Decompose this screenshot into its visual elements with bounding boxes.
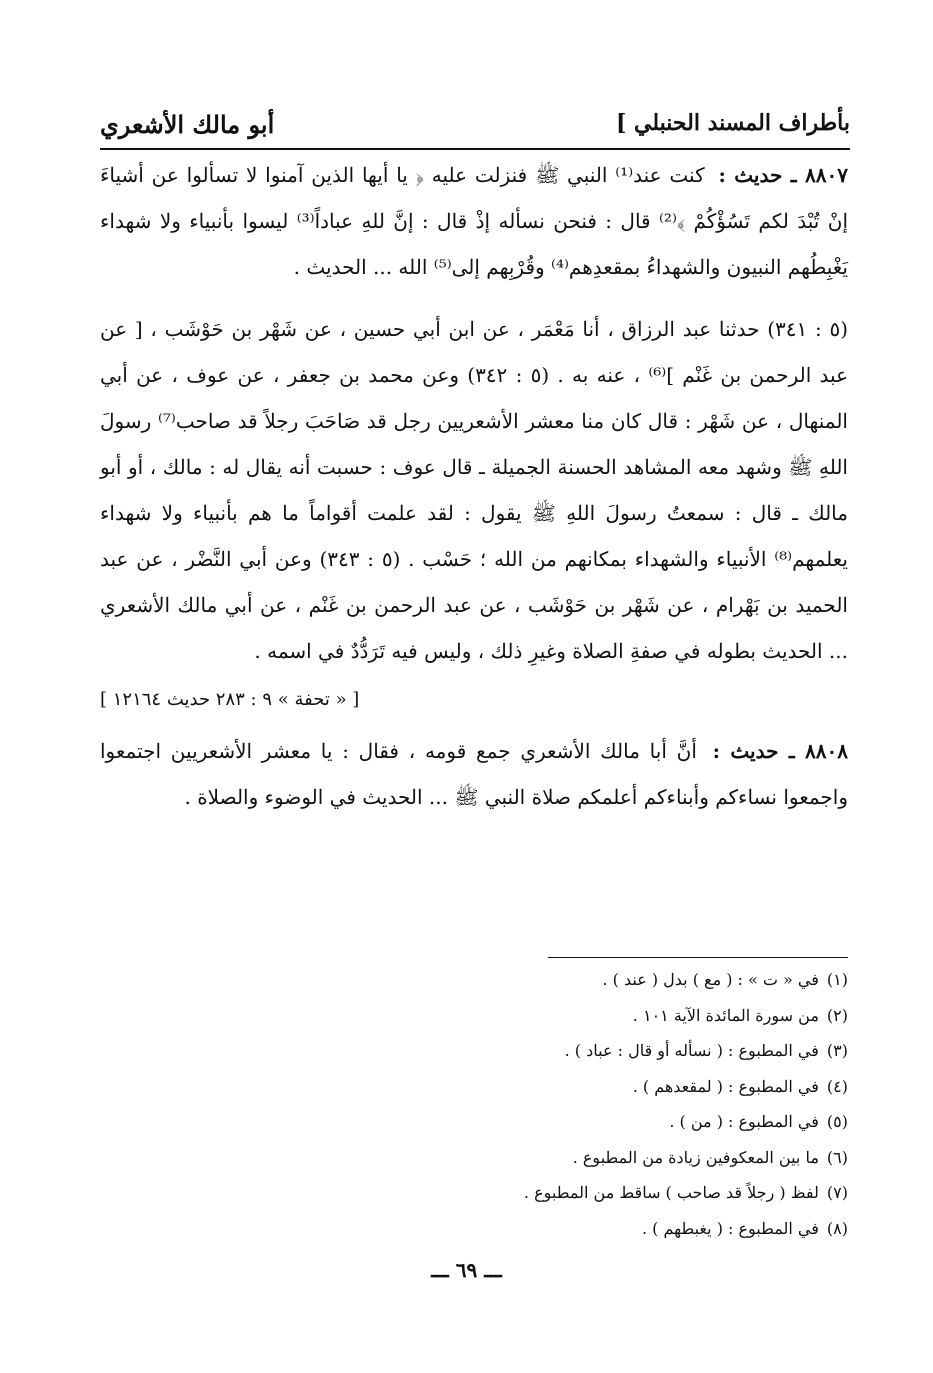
hadith-8808 (100, 728, 848, 820)
footnote (100, 1069, 848, 1105)
isnad-paragraph (100, 306, 848, 674)
footnote-number: (٥) (826, 1112, 848, 1131)
footnote-number: (٧) (826, 1183, 848, 1202)
chapter-title: أبو مالك الأشعري (100, 110, 275, 139)
footnote-text: في المطبوع : ( نسأله أو قال : عباد ) . (564, 1041, 819, 1060)
tuhfa-reference: [ « تحفة » ٩ : ٢٨٣ حديث ١٢١٦٤ ] (100, 689, 360, 710)
footnote (100, 1104, 848, 1140)
footnote (100, 1033, 848, 1069)
footnote-rule (548, 957, 848, 958)
footnotes (100, 962, 848, 1246)
footnote (100, 962, 848, 998)
footnote-text: ما بين المعكوفين زيادة من المطبوع . (572, 1147, 819, 1167)
footnote-number: (٢) (826, 1005, 848, 1025)
hadith-text: كنت عند⁽¹⁾ النبي ﷺ فنزلت عليه ﴿ يا أيها الذين آمنوا لا تسألوا عن أشياءَ إنْ تُبْدَ لكم تَسُؤْكُمْ ﴾⁽²⁾ قال : فنحن نسأله إذْ قال : إنَّ للهِ عباداً⁽³⁾ ليسوا بأنبياء ولا شهداء يَغْبِطُهم النبيون والشهداءُ بمقعدِهم⁽⁴⁾ وقُرْبِهم إلى⁽⁵⁾ الله ... الحديث . (100, 163, 849, 279)
footnote-text: في « ت » : ( مع ) بدل ( عند ) . (602, 970, 819, 989)
footnote (100, 1175, 848, 1211)
footnote (100, 998, 848, 1034)
isnad-text: (٥ : ٣٤١) حدثنا عبد الرزاق ، أنا مَعْمَر ، عن ابن أبي حسين ، عن شَهْر بن حَوْشَب ، [ عن عبد الرحمن بن غَنْم ]⁽⁶⁾ ، عنه به . (٥ : ٣٤٢) وعن محمد بن جعفر ، عن عوف ، عن أبي المنهال ، عن شَهْر : قال كان منا معشر الأشعريين رجل قد صَاحَبَ رجلاً قد صاحب⁽⁷⁾ رسولَ اللهِ ﷺ وشهد معه المشاهد الحسنة الجميلة ـ قال عوف : حسبت أنه يقال له : مالك ، أو أبو مالك ـ قال : سمعتُ رسولَ اللهِ ﷺ يقول : لقد علمت أقواماً ما هم بأنبياء ولا شهداء يعلمهم⁽⁸⁾ الأنبياء والشهداء بمكانهم من الله ؛ حَسْب . (٥ : ٣٤٣) وعن أبي النَّضْر ، عن عبد الحميد بن بَهْرام ، عن شَهْر بن حَوْشَب ، عن عبد الرحمن بن غَنْم ، عن أبي مالك الأشعري ... الحديث بطوله في صفةِ الصلاة وغيرِ ذلك ، وليس فيه تَرَدُّدٌ في اسمه . (100, 317, 849, 663)
footnote-number: (٣) (826, 1041, 848, 1060)
footnote-number: (٦) (826, 1147, 848, 1167)
footnote-text: لفظ ( رجلاً قد صاحب ) ساقط من المطبوع . (523, 1183, 819, 1202)
hadith-number: ٨٨٠٧ ـ حديث : (718, 163, 848, 187)
footnote-number: (٨) (826, 1218, 848, 1238)
footnote (100, 1211, 848, 1247)
hadith-number: ٨٨٠٨ ـ حديث : (712, 739, 849, 763)
hadith-8807 (100, 152, 848, 290)
footnote-number: (٤) (826, 1076, 848, 1096)
footnote-text: في المطبوع : ( لمقعدهم ) . (632, 1076, 819, 1096)
footnote-number: (١) (826, 970, 848, 989)
footnote-text: من سورة المائدة الآية ١٠١ . (632, 1005, 819, 1025)
footnote-text: في المطبوع : ( يغبطهم ) . (641, 1218, 819, 1238)
page-number: ـــ ٦٩ ـــ (431, 1258, 502, 1282)
header-rule (100, 148, 850, 150)
book-title: بأطراف المسند الحنبلي ] (615, 110, 850, 136)
hadith-text: أنَّ أبا مالك الأشعري جمع قومه ، فقال : يا معشر الأشعريين اجتمعوا واجمعوا نساءكم وأبناءكم أعلمكم صلاة النبي ﷺ ... الحديث في الوضوء والصلاة . (100, 739, 848, 809)
footnote-text: في المطبوع : ( من ) . (669, 1112, 819, 1131)
main-text (100, 152, 848, 820)
footnote (100, 1140, 848, 1176)
running-header (100, 100, 850, 150)
